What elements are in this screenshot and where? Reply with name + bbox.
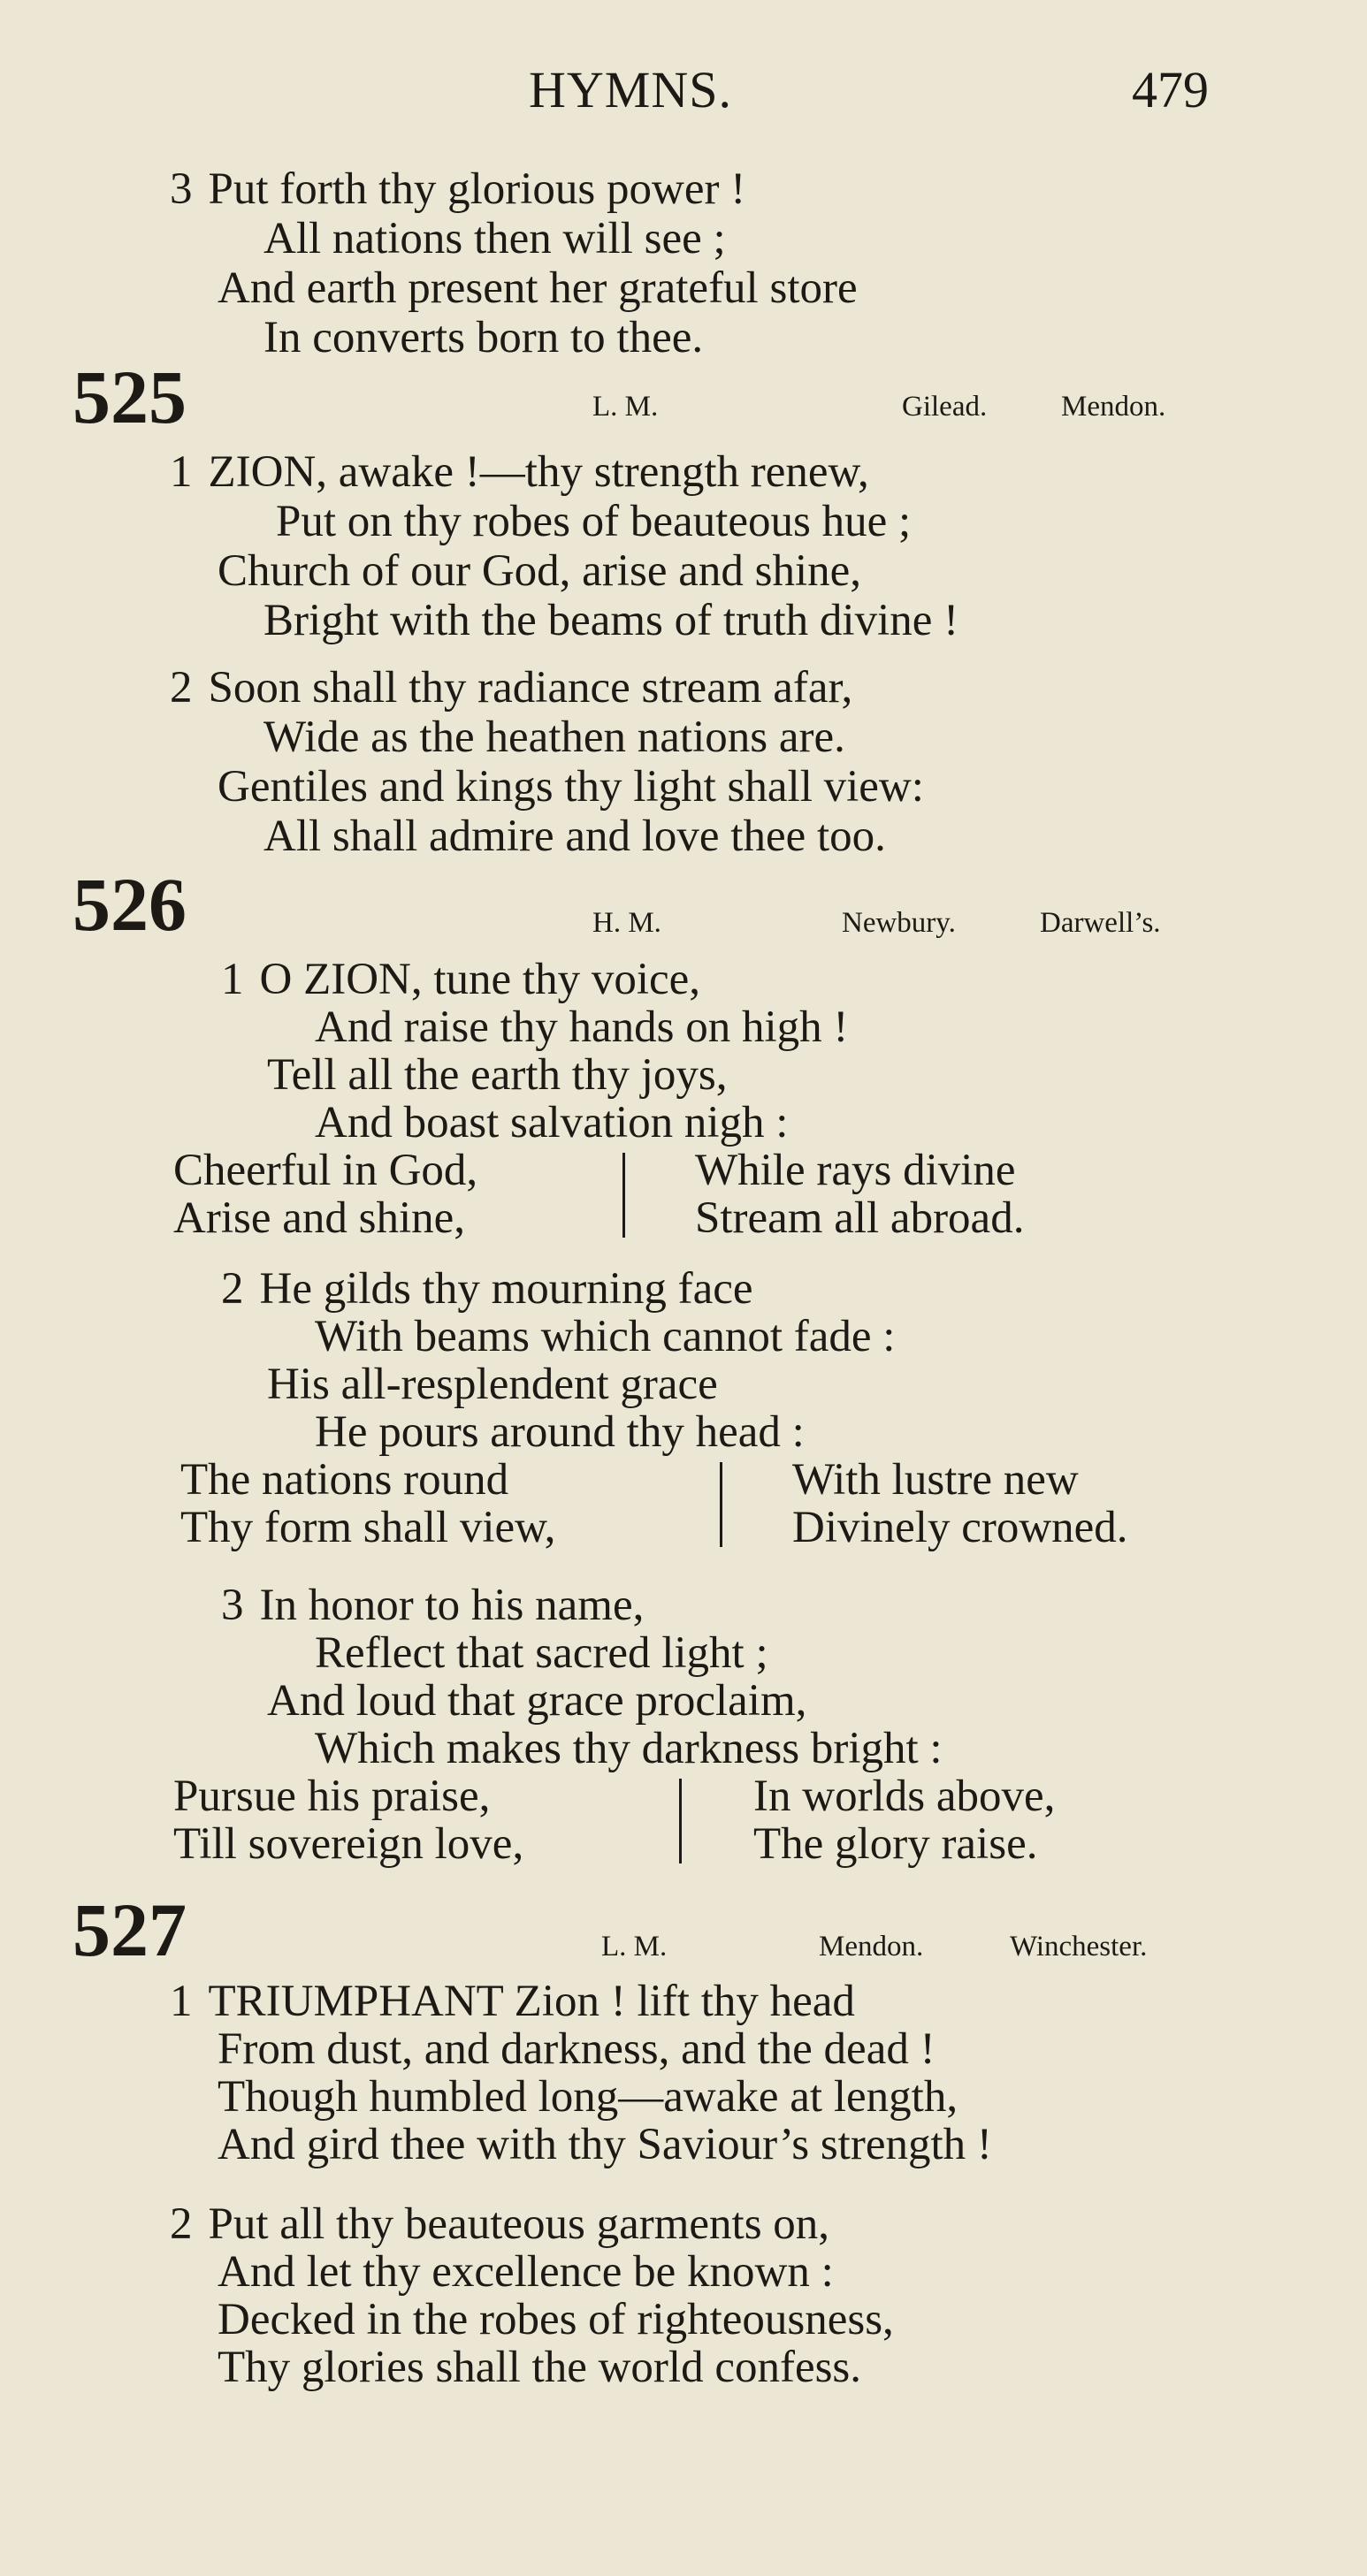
hymn-number: 526: [73, 862, 187, 947]
chorus-divider: [622, 1153, 625, 1238]
meter: L. M.: [601, 1931, 668, 1962]
verse-number: 3: [170, 164, 193, 214]
chorus-line: Till sovereign love,: [173, 1819, 524, 1869]
verse-number: 3: [221, 1581, 244, 1630]
tune-name: Mendon.: [819, 1931, 924, 1962]
chorus-line: While rays divine: [695, 1146, 1016, 1195]
verse-line: Put on thy robes of beauteous hue ;: [276, 497, 912, 546]
verse-line: And gird thee with thy Saviour’s strength !: [218, 2120, 992, 2169]
page-header: [0, 60, 1367, 122]
hymn-number: 525: [73, 354, 187, 439]
verse-line: With beams which cannot fade :: [315, 1312, 896, 1361]
verse-line: And let thy excellence be known :: [218, 2247, 834, 2297]
chorus-line: Cheerful in God,: [173, 1146, 478, 1195]
verse-line: From dust, and darkness, and the dead !: [218, 2024, 936, 2074]
chorus-line: Pursue his praise,: [173, 1772, 491, 1821]
verse-line: 3 Put forth thy glorious power !: [170, 164, 746, 214]
chorus-divider: [679, 1779, 682, 1863]
verse-number: 1: [170, 447, 193, 497]
verse-line: 1 TRIUMPHANT Zion ! lift thy head: [170, 1977, 855, 2026]
verse-line: He pours around thy head :: [315, 1407, 805, 1457]
chorus-line: In worlds above,: [753, 1772, 1056, 1821]
verse-line: Bright with the beams of truth divine !: [263, 596, 959, 645]
verse-line: And earth present her grateful store: [218, 263, 858, 313]
verse-line: Wide as the heathen nations are.: [263, 713, 845, 762]
verse-line: And boast salvation nigh :: [315, 1098, 789, 1147]
verse-line: 3 In honor to his name,: [221, 1581, 645, 1630]
chorus-line: Arise and shine,: [173, 1193, 466, 1243]
verse-line: 1 O ZION, tune thy voice,: [221, 955, 701, 1004]
verse-line: Church of our God, arise and shine,: [218, 546, 861, 596]
running-title: HYMNS.: [529, 61, 732, 118]
verse-line: 2 Put all thy beauteous garments on,: [170, 2199, 830, 2249]
verse-line: And raise thy hands on high !: [315, 1002, 849, 1052]
verse-line: Reflect that sacred light ;: [315, 1628, 768, 1678]
verse-line: All nations then will see ;: [263, 214, 726, 263]
verse-line: Decked in the robes of righteousness,: [218, 2295, 894, 2344]
verse-line: Tell all the earth thy joys,: [267, 1050, 728, 1100]
verse-line: Gentiles and kings thy light shall view:: [218, 762, 924, 812]
verse-line: Which makes thy darkness bright :: [315, 1724, 943, 1773]
chorus-line: Thy form shall view,: [180, 1503, 556, 1552]
tune-name: Darwell’s.: [1040, 907, 1161, 939]
verse-line: In converts born to thee.: [263, 313, 704, 362]
verse-number: 2: [170, 663, 193, 713]
verse-line: Though humbled long—awake at length,: [218, 2072, 958, 2122]
chorus-line: Stream all abroad.: [695, 1193, 1025, 1243]
verse-line: All shall admire and love thee too.: [263, 812, 886, 861]
hymn-number: 527: [73, 1887, 187, 1972]
verse-number: 1: [221, 955, 244, 1004]
verse-line: Thy glories shall the world confess.: [218, 2343, 862, 2392]
verse-line: 2 Soon shall thy radiance stream afar,: [170, 663, 853, 713]
chorus-line: The nations round: [180, 1455, 509, 1505]
tune-name: Gilead.: [902, 391, 988, 423]
verse-line: 2 He gilds thy mourning face: [221, 1264, 753, 1314]
meter: H. M.: [592, 907, 661, 939]
tune-name: Winchester.: [1010, 1931, 1148, 1962]
page-number: 479: [1132, 61, 1209, 118]
tune-name: Newbury.: [842, 907, 956, 939]
chorus-line: Divinely crowned.: [792, 1503, 1128, 1552]
chorus-line: With lustre new: [792, 1455, 1079, 1505]
verse-number: 1: [170, 1977, 193, 2026]
verse-number: 2: [170, 2199, 193, 2249]
tune-name: Mendon.: [1061, 391, 1166, 423]
meter: L. M.: [592, 391, 659, 423]
chorus-line: The glory raise.: [753, 1819, 1038, 1869]
verse-line: His all-resplendent grace: [267, 1360, 718, 1409]
verse-line: And loud that grace proclaim,: [267, 1676, 807, 1726]
verse-number: 2: [221, 1264, 244, 1314]
chorus-divider: [720, 1462, 722, 1547]
verse-line: 1 ZION, awake !—thy strength renew,: [170, 447, 869, 497]
